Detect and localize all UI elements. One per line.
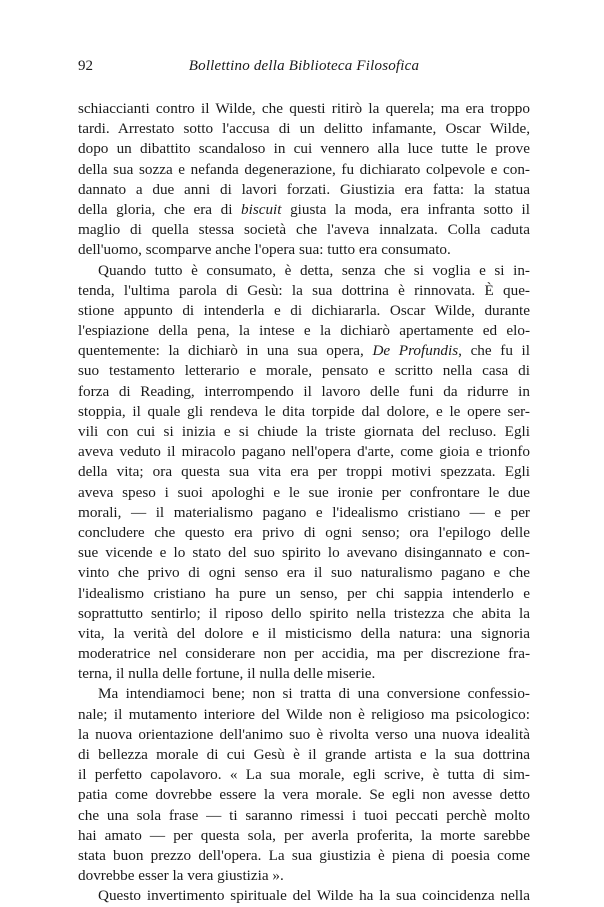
- text-line: aveva speso i suoi apologhi e le sue ironie per confrontare le due: [78, 483, 530, 501]
- text-segment: giusta la moda, era infranta sotto il: [281, 200, 530, 218]
- text-line: che una sola frase — ti saranno rimessi i tuoi peccati perchè molto: [78, 806, 530, 824]
- text-segment: della gloria, che era di: [78, 200, 241, 218]
- text-line: stoppia, il quale gli rendeva le dita torpide dal dolore, e le opere ser-: [78, 402, 530, 420]
- text-line: forza di Reading, interrompendo il lavoro delle funi da ridurre in: [78, 382, 530, 400]
- page-number: 92: [78, 58, 93, 74]
- text-line: stione appunto di intenderla e di dichiararla. Oscar Wilde, durante: [78, 301, 530, 319]
- text-line: tenda, l'ultima parola di Gesù: la sua dottrina è rinnovata. È que-: [78, 281, 530, 299]
- text-line: hai amato — per questa sola, per averla proferita, la morte sarebbe: [78, 826, 530, 844]
- text-line: il perfetto capolavoro. « La sua morale, egli scrive, è tutta di sim-: [78, 766, 530, 784]
- text-segment: quentemente: la dichiarò in una sua opera,: [78, 342, 373, 360]
- page-header: [78, 58, 530, 82]
- text-line: maglio di quella stessa società che l'aveva innalzata. Colla caduta: [78, 221, 530, 239]
- italic-title: De Profundis: [372, 342, 459, 360]
- text-line: schiaccianti contro il Wilde, che questi ritirò la querela; ma era troppo: [78, 100, 530, 117]
- italic-title: biscuit: [241, 200, 282, 218]
- text-line: dopo un dibattito scandaloso in cui vennero alla luce tutte le prove: [78, 140, 530, 158]
- text-line: dovrebbe esser la vera giustizia ».: [78, 867, 284, 885]
- text-line: Ma intendiamoci bene; non si tratta di una conversione confessio-: [98, 685, 530, 703]
- text-line: vili con cui si inizia e si chiude la triste giornata del recluso. Egli: [78, 423, 530, 440]
- text-line: l'idealismo cristiano ha pure un senso, per chi sappia intenderlo e: [78, 584, 530, 602]
- text-line: dannato a due anni di lavori forzati. Giustizia era fatta: la statua: [78, 180, 530, 198]
- text-line: la nuova orientazione dell'animo suo è rivolta verso una nuova idealità: [78, 725, 530, 743]
- text-line: vinto che privo di ogni senso era il suo naturalismo pagano e che: [78, 564, 530, 582]
- text-line: terna, il nulla delle fortune, il nulla delle miserie.: [78, 665, 376, 683]
- text-line: suo testamento letterario e morale, pensato e scritto nella casa di: [78, 362, 530, 380]
- text-line: Quando tutto è consumato, è detta, senza che si voglia e si in-: [98, 261, 530, 279]
- text-line: aveva veduto il miracolo pagano nell'opera d'arte, come gioia e trionfo: [78, 443, 530, 461]
- text-line: della sua sozza e nefanda degenerazione, fu dichiarato colpevole e con-: [78, 160, 530, 178]
- text-line: tardi. Arrestato sotto l'accusa di un delitto infamante, Oscar Wilde,: [78, 120, 530, 138]
- text-line: sue vicende e lo stato del suo spirito lo avevano disingannato e con-: [78, 544, 530, 562]
- text-line: concludere che questo era privo di ogni senso; ora l'epilogo delle: [78, 523, 530, 541]
- text-line: [78, 200, 530, 220]
- text-segment: , che fu il: [458, 342, 530, 360]
- text-line: morali, — il materialismo pagano e l'idealismo cristiano — e per: [78, 503, 530, 521]
- text-line: vita, la verità del dolore e il misticismo della natura: una signoria: [78, 624, 530, 642]
- text-line: stata buon prezzo dell'opera. La sua giustizia è piena di poesia come: [78, 846, 530, 864]
- text-line: l'espiazione della pena, la intese e la dichiarò apertamente ed elo-: [78, 322, 530, 340]
- text-line: della vita; ora questa sua vita era per troppi motivi spezzata. Egli: [78, 463, 530, 481]
- text-line: di bellezza morale di cui Gesù è il grande artista e la sua dottrina: [78, 746, 530, 763]
- body-text: [78, 99, 530, 907]
- text-line: dell'uomo, scomparve anche l'opera sua: tutto era consumato.: [78, 241, 451, 259]
- running-title: Bollettino della Biblioteca Filosofica: [188, 58, 420, 74]
- text-line: patia come dovrebbe essere la vera morale. Se egli non avesse detto: [78, 786, 530, 804]
- text-line: moderatrice nel considerare non per accidia, ma per discrezione fra-: [78, 645, 530, 663]
- text-line: [78, 341, 530, 361]
- text-line: Questo invertimento spirituale del Wilde ha la sua coincidenza nella: [98, 887, 530, 905]
- text-line: nale; il mutamento interiore del Wilde non è religioso ma psicologico:: [78, 705, 530, 723]
- text-line: soprattutto sentirlo; il riposo dello spirito nella tristezza che abita la: [78, 604, 530, 622]
